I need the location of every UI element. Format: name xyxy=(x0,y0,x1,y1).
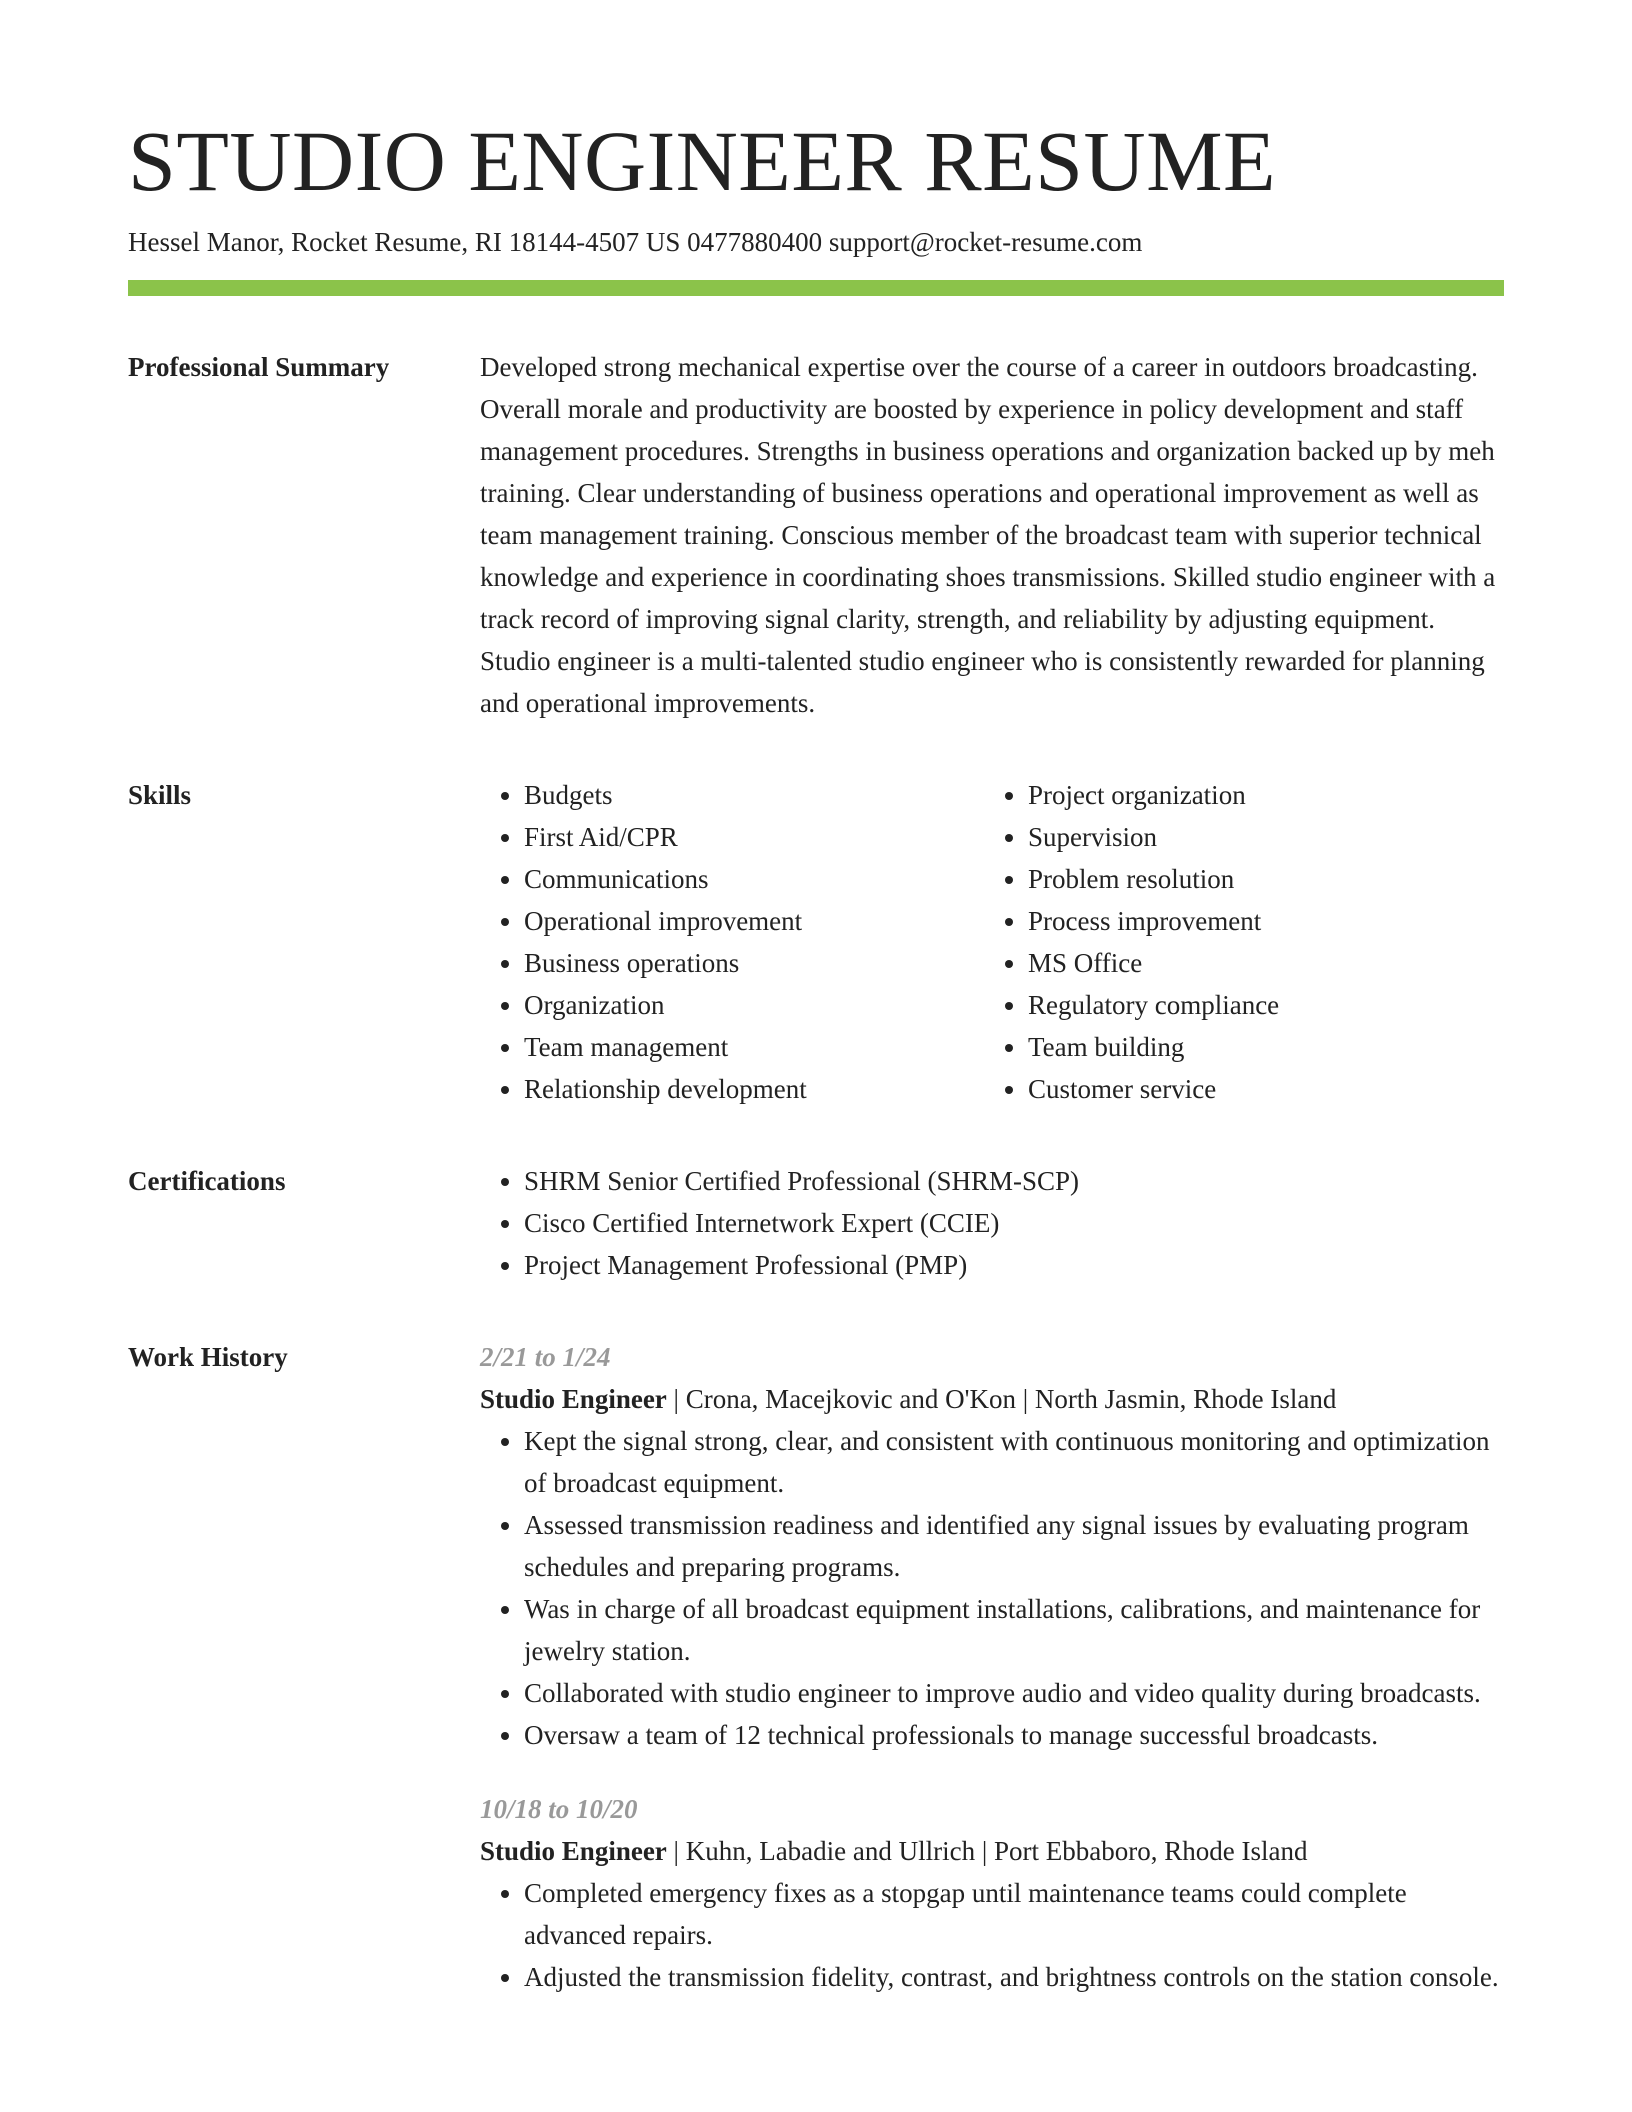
job-title: Studio Engineer xyxy=(480,1383,667,1414)
skill-item: • Relationship development xyxy=(524,1068,984,1110)
job-details: | Kuhn, Labadie and Ullrich | Port Ebbaboro, Rhode Island xyxy=(666,1835,1308,1866)
job-title: Studio Engineer xyxy=(480,1835,667,1866)
certification-item: • SHRM Senior Certified Professional (SHRM-SCP) xyxy=(524,1160,1504,1202)
skill-item: • Business operations xyxy=(524,942,984,984)
skill-item: • Communications xyxy=(524,858,984,900)
skill-item: • Team building xyxy=(1028,1026,1488,1068)
job-dates: 10/18 to 10/20 xyxy=(480,1793,638,1824)
certification-item: • Project Management Professional (PMP) xyxy=(524,1244,1504,1286)
certification-item: • Cisco Certified Internetwork Expert (CCIE) xyxy=(524,1202,1504,1244)
skill-item: • Supervision xyxy=(1028,816,1488,858)
work-history-section xyxy=(128,1336,1504,1998)
skill-item: • Team management xyxy=(524,1026,984,1068)
job-bullet: • Kept the signal strong, clear, and consistent with continuous monitoring and optimization of broadcast equipment. xyxy=(524,1420,1504,1504)
job-bullet: • Adjusted the transmission fidelity, contrast, and brightness controls on the station console. xyxy=(524,1956,1504,1998)
skill-item: • Budgets xyxy=(524,774,984,816)
job-bullet: • Oversaw a team of 12 technical professionals to manage successful broadcasts. xyxy=(524,1714,1504,1756)
contact-line: Hessel Manor, Rocket Resume, RI 18144-4507 US 0477880400 support@rocket-resume.com xyxy=(128,226,1143,257)
job-bullets xyxy=(480,1420,1504,1756)
certifications-list xyxy=(480,1160,1504,1286)
certifications-body xyxy=(480,1160,1504,1286)
summary-label: Professional Summary xyxy=(128,351,390,382)
summary-body xyxy=(480,346,1504,724)
skill-item: • Regulatory compliance xyxy=(1028,984,1488,1026)
summary-section xyxy=(128,346,1504,724)
skills-grid xyxy=(480,774,1504,1110)
resume-title: STUDIO ENGINEER RESUME xyxy=(128,113,1277,209)
skill-item: • Problem resolution xyxy=(1028,858,1488,900)
job-bullet: • Assessed transmission readiness and identified any signal issues by evaluating program schedules and preparing programs. xyxy=(524,1504,1504,1588)
certifications-label: Certifications xyxy=(128,1165,286,1196)
skills-label: Skills xyxy=(128,779,192,810)
work-history-label: Work History xyxy=(128,1341,288,1372)
skill-item: • Customer service xyxy=(1028,1068,1488,1110)
job-details: | Crona, Macejkovic and O'Kon | North Jasmin, Rhode Island xyxy=(666,1383,1337,1414)
job-dates: 2/21 to 1/24 xyxy=(480,1341,611,1372)
skill-item: • Process improvement xyxy=(1028,900,1488,942)
job-bullet: • Was in charge of all broadcast equipment installations, calibrations, and maintenance for jewelry station. xyxy=(524,1588,1504,1672)
job-entry xyxy=(480,1336,1504,1756)
job-bullet: • Collaborated with studio engineer to improve audio and video quality during broadcasts. xyxy=(524,1672,1504,1714)
accent-divider xyxy=(128,280,1504,296)
skill-item: • Operational improvement xyxy=(524,900,984,942)
skills-column-2 xyxy=(984,774,1488,1110)
job-header xyxy=(480,1830,1504,1872)
work-history-body xyxy=(480,1336,1504,1998)
skill-item: • First Aid/CPR xyxy=(524,816,984,858)
job-bullet: • Completed emergency fixes as a stopgap until maintenance teams could complete advanced repairs. xyxy=(524,1872,1504,1956)
certifications-section xyxy=(128,1160,1504,1286)
job-header xyxy=(480,1378,1504,1420)
job-bullets xyxy=(480,1872,1504,1998)
summary-text: Developed strong mechanical expertise over the course of a career in outdoors broadcasting. Overall morale and productivity are boosted by experience in policy development and staff management procedures. Strengths in business operations and organization backed up by meh training. Clear understanding of business operations and operational improvement as well as team management training. Conscious member of the broadcast team with superior technical knowledge and experience in coordinating shoes transmissions. Skilled studio engineer with a track record of improving signal clarity, strength, and reliability by adjusting equipment. Studio engineer is a multi-talented studio engineer who is consistently rewarded for planning and operational improvements. xyxy=(480,351,1496,718)
skills-section xyxy=(128,774,1504,1110)
skill-item: • MS Office xyxy=(1028,942,1488,984)
skills-column-1 xyxy=(480,774,984,1110)
skill-item: • Organization xyxy=(524,984,984,1026)
job-entry xyxy=(480,1788,1504,1998)
skill-item: • Project organization xyxy=(1028,774,1488,816)
